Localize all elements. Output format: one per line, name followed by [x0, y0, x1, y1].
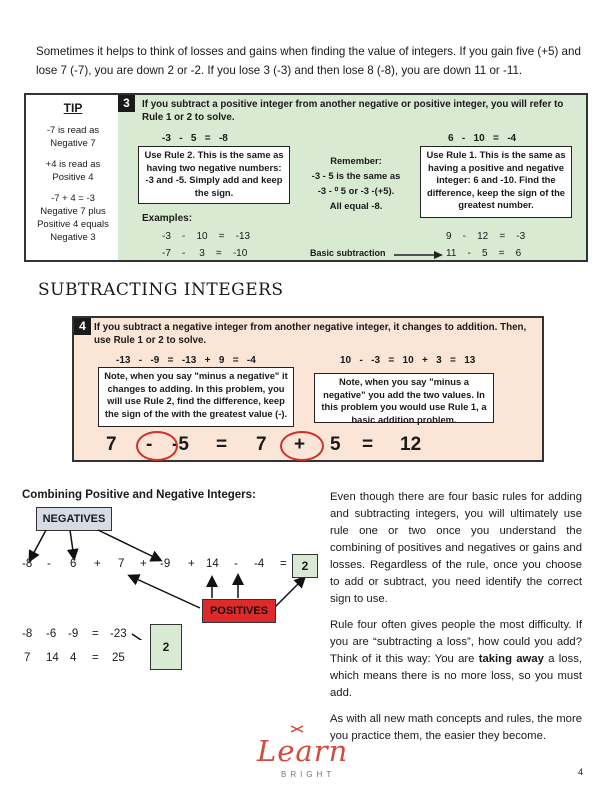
- seq-equals: =: [280, 558, 287, 570]
- rule-3-note-left: Use Rule 2. This is the same as having two negative numbers: -3 and -5. Simply add and keep the sign.: [138, 146, 290, 204]
- big-eq-plus: +: [294, 434, 306, 455]
- seq-term-4: -9: [160, 558, 171, 570]
- neg-row-total: -23: [110, 628, 127, 640]
- rule-3-equation-left: -3 - 5 = -8: [162, 133, 228, 144]
- rule-3-header: If you subtract a positive integer from another negative or positive integer, you will refer to Rule 1 or 2 to solve.: [142, 99, 564, 123]
- neg-row-1: -8: [22, 628, 33, 640]
- tip-title: TIP: [63, 101, 83, 115]
- pos-row-2: 14: [46, 652, 59, 664]
- big-eq-neg5: -5: [172, 434, 189, 455]
- neg-row-3: -9: [68, 628, 79, 640]
- pos-row-1: 7: [24, 652, 31, 664]
- seq-term-1: -8: [22, 558, 33, 570]
- rule-3-equation-right: 6 - 10 = -4: [448, 133, 517, 144]
- example-1: -3 - 10 = -13: [162, 231, 251, 242]
- explanation-p2-bold: taking away: [478, 653, 544, 665]
- rule-4-header-addition: addition: [456, 322, 495, 333]
- rule-4-equation-left: -13 - -9 = -13 + 9 = -4: [116, 355, 256, 366]
- example-2: -7 - 3 = -10: [162, 248, 248, 259]
- explanation-p2: [330, 617, 582, 702]
- tip-line-1: -7 is read as Negative 7: [46, 125, 100, 149]
- logo-learn: Learn: [257, 734, 349, 768]
- arrow-right-icon: [394, 250, 444, 260]
- pos-row-total: 25: [112, 652, 125, 664]
- seq-op-1: -: [47, 558, 51, 570]
- remember-line-2: -3 - 5 is the same as: [311, 170, 401, 181]
- positives-label: POSITIVES: [202, 599, 276, 623]
- arrows-icon: [0, 0, 330, 640]
- big-eq-5: 5: [330, 434, 341, 455]
- seq-term-3: 7: [118, 558, 125, 570]
- pencil-mark-icon: [289, 724, 305, 734]
- remember-title: Remember:: [330, 155, 382, 166]
- intro-paragraph: Sometimes it helps to think of losses and gains when finding the value of integers. If you gain five (+5) and lose 7 (-7), you are down 2 or -2. If you lose 3 (-3) and then lose 8 (-8), you are down 11 or -11.: [36, 45, 581, 77]
- basic-subtraction-label: Basic subtraction: [310, 248, 386, 258]
- negatives-label: NEGATIVES: [36, 507, 112, 531]
- answer-box-2: 2: [150, 624, 182, 670]
- explanation-p1: Even though there are four basic rules for adding and subtracting integers, you will ultimately use rule one or two once you understand the combining of positives and negatives or gains and losses. Regardless of the rule, once you choose to add or subtract, you need identify the correct sign to use.: [330, 491, 582, 605]
- seq-op-3: +: [140, 558, 147, 570]
- seq-op-2: +: [94, 558, 101, 570]
- explanation-column: [330, 489, 582, 754]
- seq-term-2: 6: [70, 558, 77, 570]
- rule-4-note-right: Note, when you say "minus a negative" you add the two values. In this problem you would use Rule 1, a basic addition problem.: [314, 373, 494, 423]
- example-4: 11 - 5 = 6: [446, 248, 522, 259]
- combining-title: Combining Positive and Negative Integers:: [22, 489, 256, 501]
- big-eq-7a: 7: [106, 434, 117, 455]
- rule-4-equation-right: 10 - -3 = 10 + 3 = 13: [340, 355, 476, 366]
- examples-label: Examples:: [142, 213, 193, 224]
- remember-line-3: -3 - ⁰ 5 or -3 -(+5).: [317, 185, 395, 196]
- rule-number: 3: [118, 95, 135, 112]
- neg-row-eq: =: [92, 628, 99, 640]
- example-3: 9 - 12 = -3: [446, 231, 526, 242]
- explanation-p2-c: a loss, which means there is no more loss, so you must add.: [330, 653, 582, 699]
- pos-row-eq: =: [92, 652, 99, 664]
- explanation-p2-a: Rule four often gives people the most difficulty. If you are “subtracting a loss”, how could you add? Think of it this way: You are: [330, 619, 582, 665]
- seq-term-5: 14: [206, 558, 219, 570]
- big-eq-12: 12: [400, 434, 422, 455]
- big-eq-7b: 7: [256, 434, 267, 455]
- seq-term-6: -4: [254, 558, 265, 570]
- explanation-p3: As with all new math concepts and rules, the more you practice them, the easier they become.: [330, 713, 582, 742]
- rule-4-header-c: . Then, use Rule 1 or 2 to solve.: [94, 322, 527, 346]
- answer-box: 2: [292, 554, 318, 578]
- rule-number: 4: [74, 318, 91, 335]
- tip-line-2: +4 is read as Positive 4: [45, 159, 101, 183]
- big-eq-equals-1: =: [216, 434, 228, 455]
- section-heading: SUBTRACTING INTEGERS: [38, 280, 284, 300]
- rule-4-note-left: Note, when you say "minus a negative" it changes to adding. In this problem, you will use Rule 2, find the difference, keep the sign of the with the greatest value (-).: [98, 367, 294, 427]
- seq-op-5: -: [234, 558, 238, 570]
- big-eq-equals-2: =: [362, 434, 374, 455]
- rule-4-header-a: If you subtract a negative integer from another negative integer, it changes to: [94, 322, 457, 333]
- pos-row-3: 4: [70, 652, 77, 664]
- page-number: 4: [578, 767, 584, 777]
- rule-3-note-right: Use Rule 1. This is the same as having a positive and negative integer: 6 and -10. Find the difference, keep the sign of the greatest number.: [420, 146, 572, 218]
- big-eq-minus: -: [146, 434, 153, 455]
- neg-row-2: -6: [46, 628, 57, 640]
- tip-line-3b: Negative 7 plus Positive 4 equals Negative 3: [37, 206, 109, 243]
- remember-line-4: All equal -8.: [329, 200, 383, 211]
- seq-op-4: +: [188, 558, 195, 570]
- tip-line-3a: -7 + 4 = -3: [51, 193, 95, 204]
- logo-bright: BRIGHT: [281, 770, 336, 779]
